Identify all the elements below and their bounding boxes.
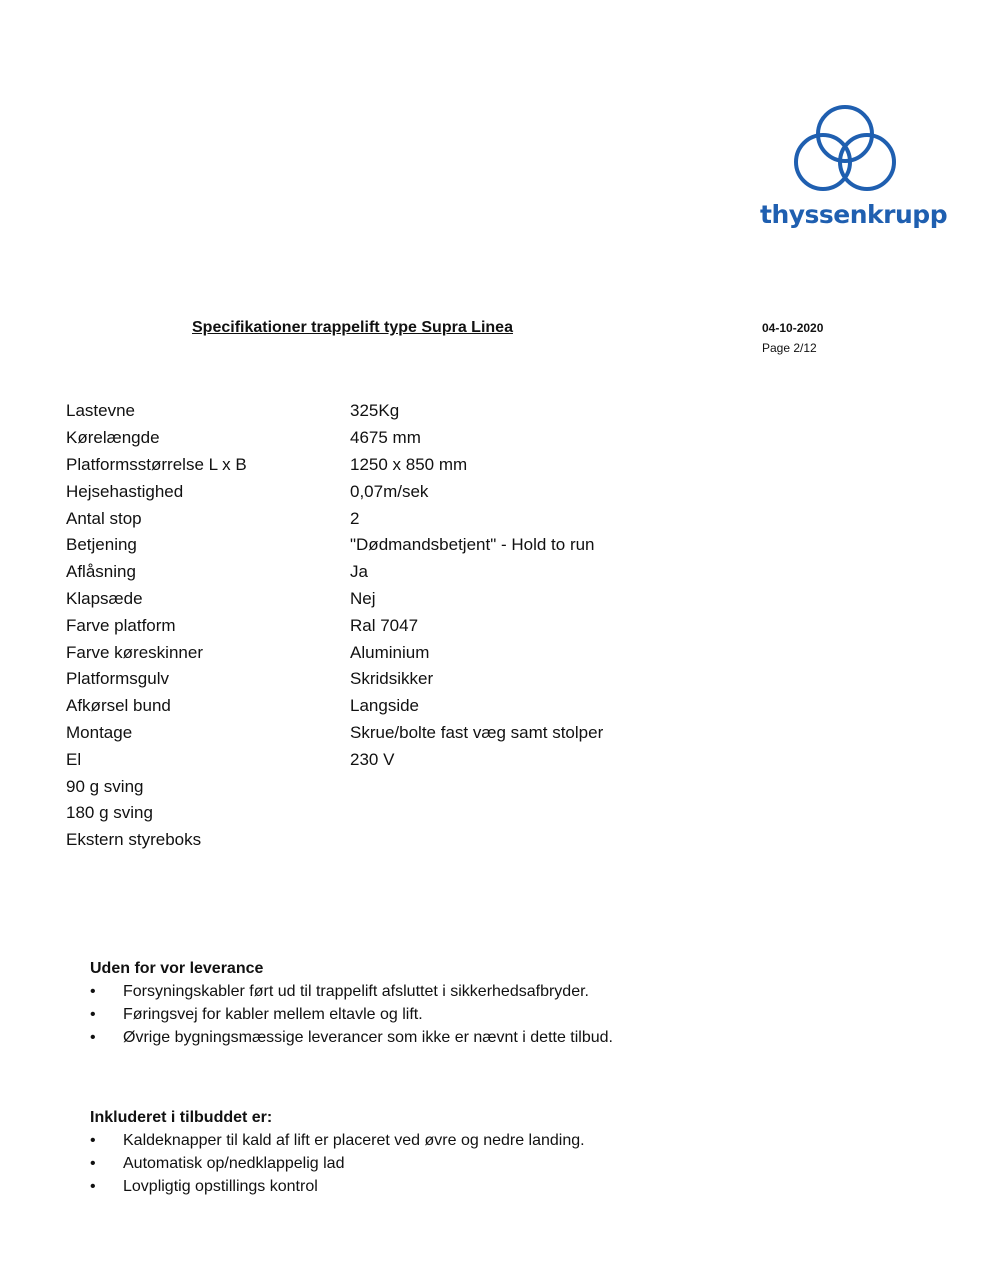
spec-row — [66, 612, 686, 639]
spec-value: 230 V — [350, 749, 395, 769]
spec-label: El — [66, 749, 82, 769]
page-number: Page 2/12 — [762, 341, 817, 355]
list-item — [90, 1003, 810, 1026]
spec-label: Lastevne — [66, 401, 135, 421]
spec-row — [66, 720, 686, 747]
spec-row — [66, 666, 686, 693]
spec-value: 0,07m/sek — [350, 481, 429, 501]
list-item-text: Lovpligtig opstillings kontrol — [123, 1178, 318, 1195]
exclusions-section — [90, 960, 810, 1049]
spec-label: Betjening — [66, 535, 137, 555]
list-item-text: Føringsvej for kabler mellem eltavle og lift. — [123, 1006, 423, 1023]
spec-row — [66, 559, 686, 586]
bullet-icon: • — [90, 1132, 96, 1149]
document-title: Specifikationer trappelift type Supra Linea — [192, 319, 513, 336]
exclusions-heading: Uden for vor leverance — [90, 960, 264, 977]
bullet-icon: • — [90, 1178, 96, 1195]
spec-label: Klapsæde — [66, 588, 143, 608]
inclusions-list — [90, 1129, 810, 1198]
spec-label: Platformsstørrelse L x B — [66, 454, 247, 474]
spec-label: Farve platform — [66, 615, 176, 635]
spec-value: 325Kg — [350, 401, 400, 421]
spec-row — [66, 586, 686, 613]
spec-value: Ral 7047 — [350, 615, 419, 635]
list-item — [90, 1152, 810, 1175]
spec-label: 90 g sving — [66, 776, 144, 796]
spec-label: 180 g sving — [66, 803, 153, 823]
spec-value: Aluminium — [350, 642, 430, 662]
spec-value: 4675 mm — [350, 428, 421, 448]
spec-row — [66, 693, 686, 720]
spec-row — [66, 398, 686, 425]
spec-label: Afkørsel bund — [66, 696, 171, 716]
spec-row — [66, 425, 686, 452]
brand-name: thyssenkrupp — [760, 200, 948, 229]
spec-value: "Dødmandsbetjent" - Hold to run — [350, 535, 595, 555]
exclusions-list — [90, 980, 810, 1049]
spec-label: Kørelængde — [66, 428, 160, 448]
bullet-icon: • — [90, 1006, 96, 1023]
bullet-icon: • — [90, 983, 96, 1000]
spec-row — [66, 773, 686, 800]
spec-row — [66, 746, 686, 773]
spec-row — [66, 639, 686, 666]
list-item — [90, 1026, 810, 1049]
list-item — [90, 980, 810, 1003]
spec-value: 1250 x 850 mm — [350, 454, 468, 474]
spec-value: Ja — [350, 562, 368, 582]
list-item — [90, 1129, 810, 1152]
spec-label: Farve køreskinner — [66, 642, 203, 662]
bullet-icon: • — [90, 1029, 96, 1046]
spec-value: Nej — [350, 588, 376, 608]
list-item-text: Automatisk op/nedklappelig lad — [123, 1155, 345, 1172]
spec-value: Langside — [350, 696, 420, 716]
spec-value: Skrue/bolte fast væg samt stolper — [350, 722, 604, 742]
spec-row — [66, 532, 686, 559]
inclusions-heading: Inkluderet i tilbuddet er: — [90, 1109, 273, 1126]
spec-row — [66, 452, 686, 479]
spec-label: Hejsehastighed — [66, 481, 184, 501]
brand-logo — [760, 104, 948, 229]
list-item-text: Kaldeknapper til kald af lift er placeret ved øvre og nedre landing. — [123, 1132, 585, 1149]
spec-row — [66, 505, 686, 532]
document-date: 04-10-2020 — [762, 321, 824, 335]
spec-value: 2 — [350, 508, 360, 528]
spec-label: Montage — [66, 722, 133, 742]
list-item-text: Forsyningskabler ført ud til trappelift afsluttet i sikkerhedsafbryder. — [123, 983, 589, 1000]
spec-value: Skridsikker — [350, 669, 434, 689]
inclusions-section — [90, 1109, 810, 1198]
list-item-text: Øvrige bygningsmæssige leverancer som ikke er nævnt i dette tilbud. — [123, 1029, 613, 1046]
list-item — [90, 1175, 810, 1198]
spec-row — [66, 827, 686, 854]
bullet-icon: • — [90, 1155, 96, 1172]
thyssenkrupp-logo-icon — [790, 104, 900, 196]
spec-label: Antal stop — [66, 508, 142, 528]
spec-table — [66, 398, 686, 854]
spec-label: Platformsgulv — [66, 669, 169, 689]
spec-label: Ekstern styreboks — [66, 830, 202, 850]
spec-row — [66, 800, 686, 827]
spec-label: Aflåsning — [66, 562, 136, 582]
spec-row — [66, 478, 686, 505]
